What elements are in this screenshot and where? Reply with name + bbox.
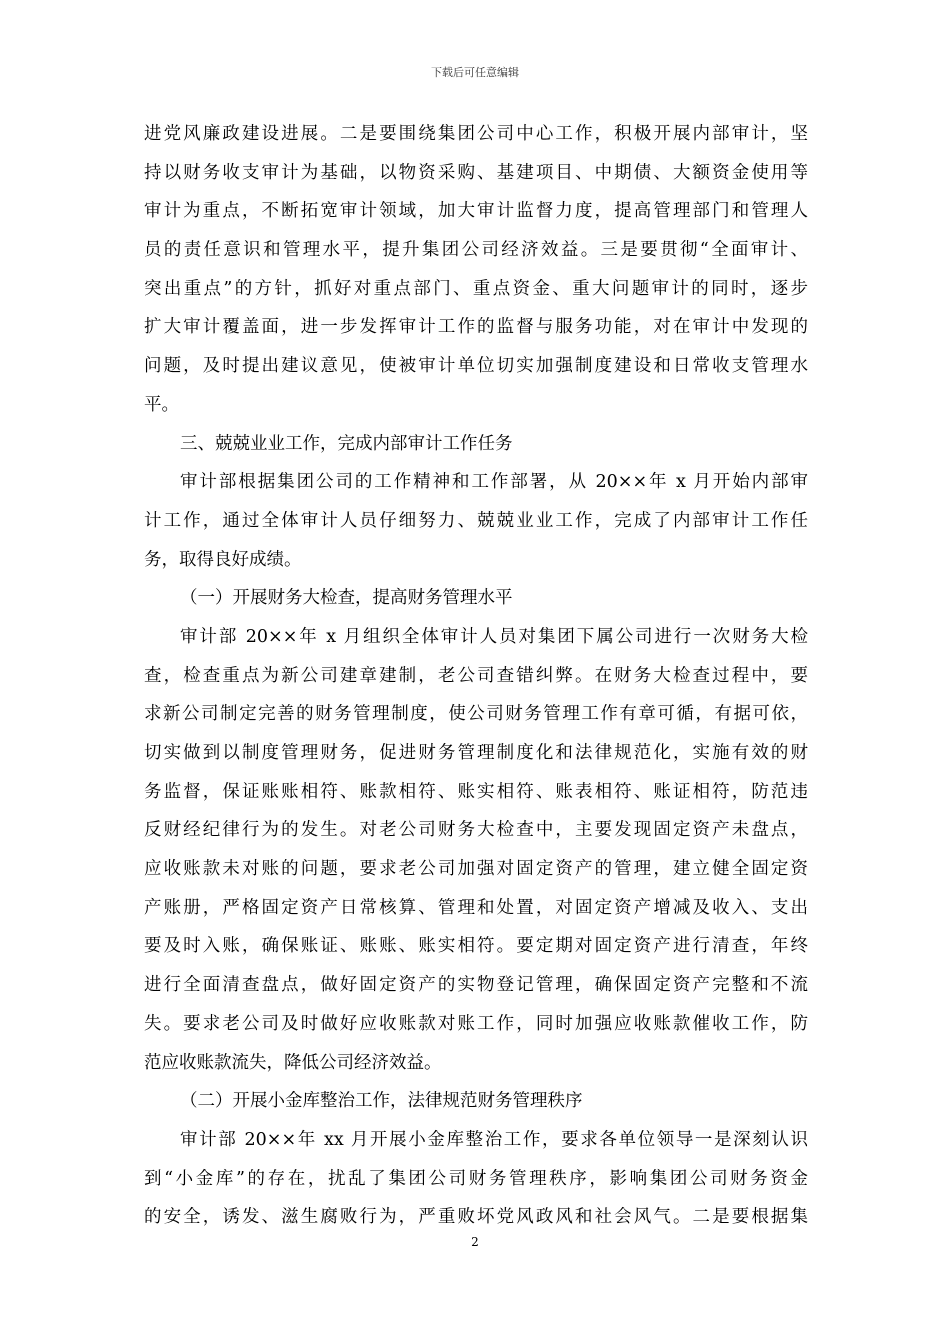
text-line: 到“小金库”的存在，扰乱了集团公司财务管理秩序，影响集团公司财务资金	[144, 1168, 808, 1189]
text-line: 查，检查重点为新公司建章建制，老公司查错纠弊。在财务大检查过程中，要	[144, 665, 808, 686]
text-line: 员的责任意识和管理水平，提升集团公司经济效益。三是要贯彻“全面审计、	[144, 240, 808, 261]
text-line: 产账册，严格固定资产日常核算、管理和处置，对固定资产增减及收入、支出	[144, 897, 808, 918]
text-line: 审计为重点，不断拓宽审计领域，加大审计监督力度，提高管理部门和管理人	[144, 201, 808, 222]
page-number: 2	[471, 1235, 479, 1249]
text-line: 三、兢兢业业工作，完成内部审计工作任务	[180, 433, 513, 454]
text-line: 计工作，通过全体审计人员仔细努力、兢兢业业工作，完成了内部审计工作任	[144, 510, 808, 531]
text-line: 审计部 20××年 xx 月开展小金库整治工作，要求各单位领导一是深刻认识	[180, 1129, 808, 1150]
text-line: 扩大审计覆盖面，进一步发挥审计工作的监督与服务功能，对在审计中发现的	[144, 317, 808, 338]
text-line: 持以财务收支审计为基础，以物资采购、基建项目、中期债、大额资金使用等	[144, 162, 808, 183]
text-line: 进行全面清查盘点，做好固定资产的实物登记管理，确保固定资产完整和不流	[144, 975, 808, 996]
text-line: 突出重点”的方针，抓好对重点部门、重点资金、重大问题审计的同时，逐步	[144, 278, 808, 299]
text-line: 进党风廉政建设进展。二是要围绕集团公司中心工作，积极开展内部审计，坚	[144, 124, 808, 144]
text-line: 务监督，保证账账相符、账款相符、账实相符、账表相符、账证相符，防范违	[144, 781, 808, 802]
text-line: 应收账款未对账的问题，要求老公司加强对固定资产的管理，建立健全固定资	[144, 859, 808, 880]
text-line: 反财经纪律行为的发生。对老公司财务大检查中，主要发现固定资产未盘点，	[144, 820, 808, 841]
text-line: （一）开展财务大检查，提高财务管理水平	[180, 588, 513, 609]
text-line: 务，取得良好成绩。	[144, 549, 302, 570]
text-line: 的安全，诱发、滋生腐败行为，严重败坏党风政风和社会风气。二是要根据集	[144, 1207, 808, 1228]
page-header: 下载后可任意编辑	[431, 66, 519, 79]
text-line: 求新公司制定完善的财务管理制度，使公司财务管理工作有章可循，有据可依，	[144, 704, 808, 725]
text-line: 问题，及时提出建议意见，使被审计单位切实加强制度建设和日常收支管理水	[144, 356, 808, 377]
document-body	[144, 115, 808, 1237]
text-line: 失。要求老公司及时做好应收账款对账工作，同时加强应收账款催收工作，防	[144, 1013, 808, 1034]
text-line: 审计部根据集团公司的工作精神和工作部署，从 20××年 x 月开始内部审	[180, 472, 808, 493]
text-line: 审计部 20××年 x 月组织全体审计人员对集团下属公司进行一次财务大检	[180, 626, 808, 647]
text-line: （二）开展小金库整治工作，法律规范财务管理秩序	[180, 1091, 583, 1112]
text-line: 范应收账款流失，降低公司经济效益。	[144, 1052, 442, 1073]
text-line: 要及时入账，确保账证、账账、账实相符。要定期对固定资产进行清查，年终	[144, 936, 808, 957]
text-line: 平。	[144, 394, 179, 415]
text-line: 切实做到以制度管理财务，促进财务管理制度化和法律规范化，实施有效的财	[144, 743, 808, 763]
